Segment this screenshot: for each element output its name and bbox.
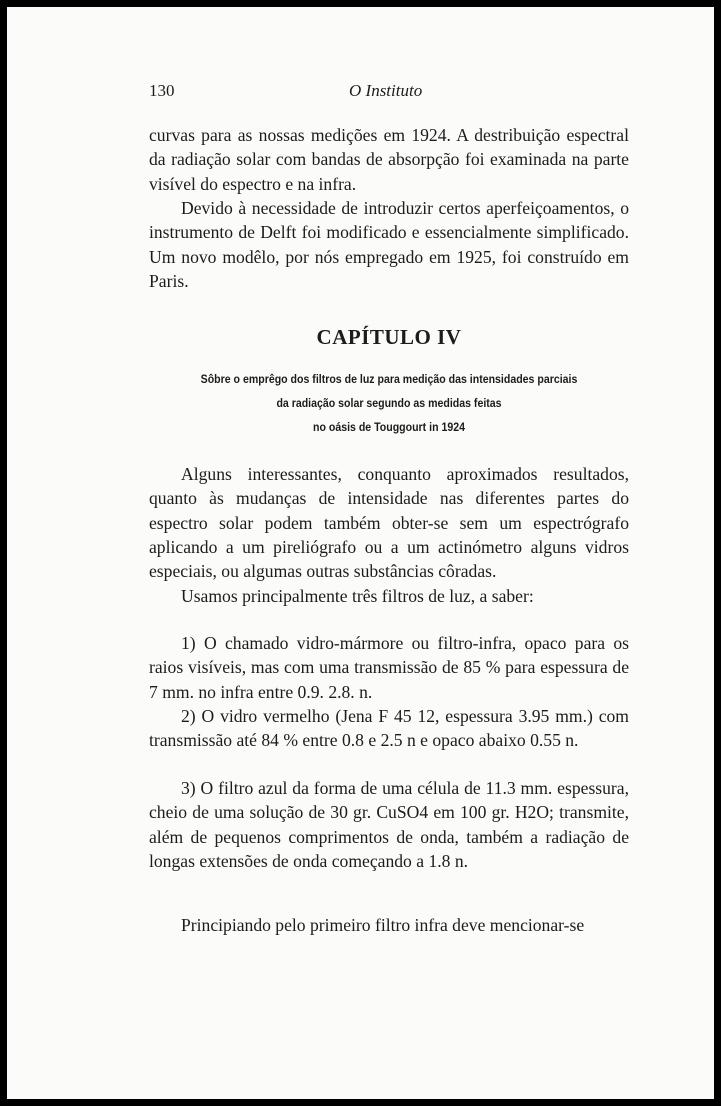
subtitle-line: da radiação solar segundo as medidas feitas — [276, 396, 502, 410]
paragraph-instrument: Devido à necessidade de introduzir certos aperfeiçoamentos, o instrumento de Delft foi modificado e essencialmente simplificado. Um novo modêlo, por nós empregado em 1925, foi construído em Paris. — [149, 198, 629, 291]
paragraph-infra-filter: Principiando pelo primeiro filtro infra deve mencionar-se — [181, 915, 585, 935]
filter-item-1: 1) O chamado vidro-mármore ou filtro-infra, opaco para os raios visíveis, mas com uma transmissão de 85 % para espessura de 7 mm. no infra entre 0.9. 2.8. n. — [149, 633, 629, 702]
page-number: 130 — [149, 81, 175, 100]
subtitle-line: no oásis de Touggourt in 1924 — [312, 420, 465, 434]
paragraph-continued: curvas para as nossas medições em 1924. A destribuição espectral da radiação solar com bandas de absorpção foi examinada na parte visível do espectro e na infra. — [149, 125, 629, 194]
running-title: O Instituto — [349, 81, 423, 100]
page-header — [149, 81, 629, 107]
paragraph-three-filters: Usamos principalmente três filtros de luz, a saber: — [181, 586, 534, 606]
filter-item-2: 2) O vidro vermelho (Jena F 45 12, espessura 3.95 mm.) com transmissão até 84 % entre 0.8 e 2.5 n e opaco abaixo 0.55 n. — [149, 706, 629, 751]
paragraph-filters-intro: Alguns interessantes, conquanto aproximados resultados, quanto às mudanças de intensidade nas diferentes partes do espectro solar podem também obter-se sem um espectrógrafo aplicando a um pireliógrafo ou a um actinómetro alguns vidros especiais, ou algumas outras substâncias côradas. — [149, 464, 629, 582]
book-page — [7, 7, 714, 1099]
chapter-title: CAPÍTULO IV — [316, 325, 462, 349]
subtitle-line: Sôbre o emprêgo dos filtros de luz para medição das intensidades parciais — [200, 372, 578, 386]
filter-item-3: 3) O filtro azul da forma de uma célula de 11.3 mm. espessura, cheio de uma solução de 30 gr. CuSO4 em 100 gr. H2O; transmite, além de pequenos comprimentos de onda, também a radiação de longas extensões de onda começando a 1.8 n. — [149, 778, 629, 871]
chapter-subtitle — [189, 367, 588, 439]
